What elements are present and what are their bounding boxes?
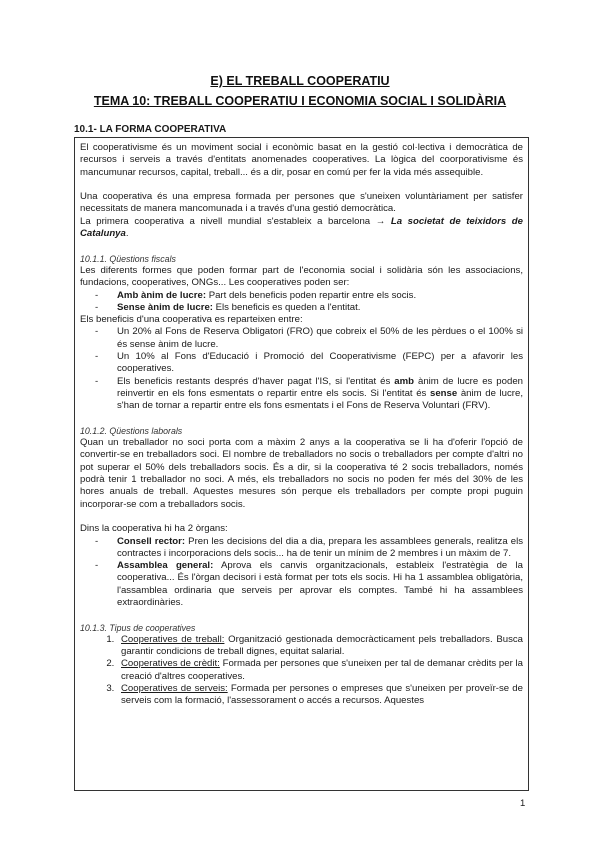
intro-paragraph: El cooperativisme és un moviment social i econòmic basat en la gestió col·lectiva i democràtica de recursos i serveis a través d'entitats anomenades cooperatives. La lògica del coorporativisme és mancumunar recursos, capital, treball... és a dir, posar en comú per fer la vida més assequible. [80, 142, 523, 178]
text-run: ànim de lucre es poden reinvertir en els fons esmentats o repartir entre els socis. Si l'entitat és [117, 375, 523, 399]
term: Sense ànim de lucre: [117, 301, 213, 313]
numbered-list [80, 634, 523, 708]
text-run: Part dels beneficis poden repartir entre els socis. [206, 289, 417, 301]
section-heading: 10.1- LA FORMA COOPERATIVA [74, 124, 227, 135]
bullet-list [80, 290, 523, 315]
bullet-list [80, 536, 523, 610]
list-item [117, 658, 523, 683]
list-item [117, 536, 523, 561]
term: Cooperatives de crèdit: [121, 658, 220, 670]
document-title: E) EL TREBALL COOPERATIU [210, 74, 390, 88]
term: sense [429, 387, 458, 399]
text-run: La primera cooperativa a nivell mundial s'estableix a barcelona → [80, 215, 391, 227]
term: Cooperatives de treball: [121, 633, 225, 645]
term: Consell rector: [117, 535, 186, 547]
document-subtitle: TEMA 10: TREBALL COOPERATIU I ECONOMIA SOCIAL I SOLIDÀRIA [93, 94, 507, 108]
subsection-heading: 10.1.1. Qüestions fiscals [80, 253, 176, 264]
list-item [117, 560, 523, 609]
text-run: Organització gestionada democràcticament pels treballadors. Busca garantir condicions de treball dignes, equitat salarial. [121, 633, 523, 658]
list-item [117, 302, 523, 314]
list-item [117, 634, 523, 659]
page-number: 1 [520, 798, 526, 809]
subsection-heading: 10.1.2. Qüestions laborals [80, 425, 183, 436]
paragraph: Les diferents formes que poden formar part de l'economia social i solidària són les associacions, fundacions, cooperatives, ONGs... Les cooperatives poden ser: [80, 264, 523, 289]
term: Cooperatives de serveis: [121, 683, 228, 695]
intro-paragraph: Una cooperativa és una empresa formada per persones que s'uneixen voluntàriament per satisfer necessitats de manera mancomunada i a través d'una gestió democràtica. [80, 191, 523, 215]
list-item: - Un 10% al Fons d'Educació i Promoció del Cooperativisme (FEPC) per a afavorir les cooperatives. [117, 351, 523, 376]
list-item: - Un 20% al Fons de Reserva Obligatori (FRO) que cobreix el 50% de les pèrdues o el 100% si és sense ànim de lucre. [117, 326, 523, 351]
paragraph: Quan un treballador no soci porta com a màxim 2 anys a la cooperativa se li ha d'oferir l'opció de convertir-se en treballadors soci. El nombre de treballadors no socis o treballadors per compte d'altri no pot superar el 50% dels treballadors socis. És a dir, si la cooperativa té 2 socis treballadors, només podrà tenir 1 treballador no soci. A més, els treballadors no socis no poden fer més del 30% de les hores anuals de treball. Aquestes mesures són perque els treballadors per compte propi puguin incorporar-se com a treballadors socis. [80, 437, 523, 510]
content-box [74, 137, 529, 791]
text-run: Els beneficis es queden a l'entitat. [212, 301, 361, 313]
term: Assamblea general: [117, 560, 214, 572]
list-item [117, 683, 523, 708]
text-run: . [125, 228, 129, 240]
subsection-heading: 10.1.3. Tipus de cooperatives [80, 622, 196, 633]
intro-paragraph [80, 216, 523, 241]
paragraph: Dins la cooperativa hi ha 2 òrgans: [80, 523, 228, 535]
list-item [117, 376, 523, 413]
bullet-list [80, 326, 523, 412]
text-run: Pren les decisions del dia a dia, prepara les assamblees generals, realitza els contractes i incorporacions dels socis... ha de tenir un mínim de 2 membres i un màxim de 7. [117, 535, 523, 559]
term: amb [394, 375, 415, 387]
paragraph: Els beneficis d'una cooperativa es reparteixen entre: [80, 314, 303, 326]
term: Amb ànim de lucre: [117, 289, 207, 301]
emphasis: La societat de teixidors de Catalunya [80, 215, 523, 240]
text-run: Els beneficis restants després d'haver pagat l'IS, si l'entitat és [117, 375, 395, 387]
text-run: ànim de lucre, s'han de tornar a repartir entre els fons esmentats i el Fons de Reserva Voluntari (FRV). [117, 387, 524, 412]
text-run: Formada per persones que s'uneixen per tal de demanar crèdits per la creació d'altres cooperatives. [121, 658, 524, 682]
text-run: Formada per persones o empreses que s'uneixen per proveïr-se de serveis com la formació, l'assessorament o accés a recursos. Aquestes [121, 683, 523, 707]
text-run: Aprova els canvis organitzacionals, estableix l'estratègia de la cooperativa... És l'òrgan decisori i està format per tots els socis. Hi ha 1 assamblea obligatòria, l'assamblea ordinaria que serveis per aprovar els comptes. També hi ha assamblees extraordinàries. [117, 560, 523, 608]
list-item [117, 290, 523, 302]
